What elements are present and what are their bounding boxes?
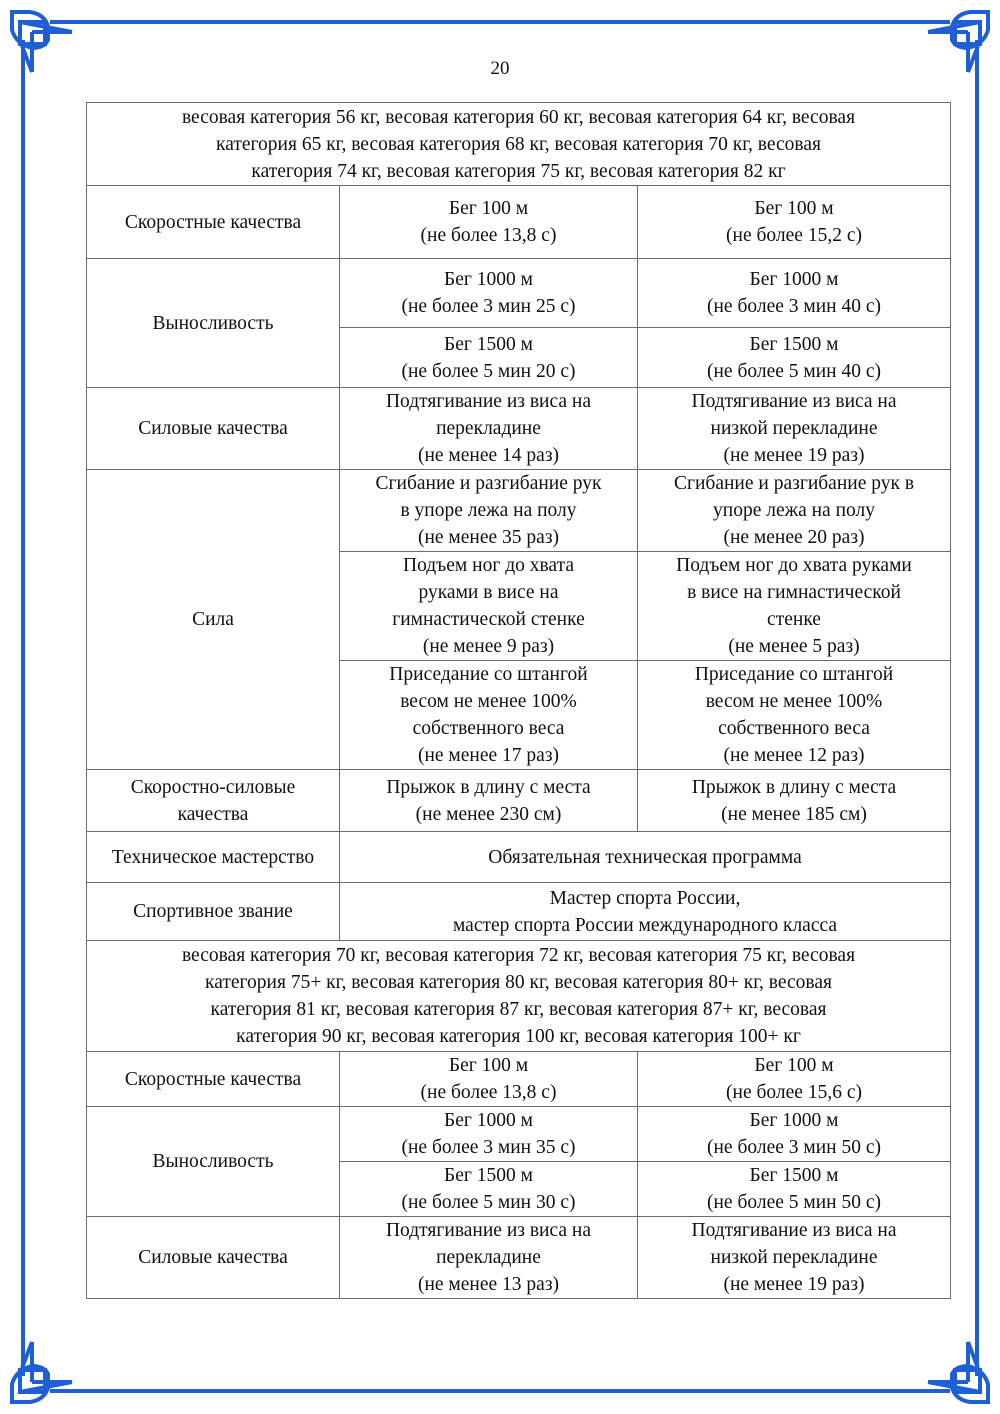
norm-women: Прыжок в длину с места (не менее 185 см)	[638, 770, 951, 832]
norm-women: Бег 1500 м (не более 5 мин 40 с)	[638, 328, 951, 388]
quality-label: Техническое мастерство	[87, 832, 340, 883]
norm-men: Сгибание и разгибание рук в упоре лежа на полу (не менее 35 раз)	[340, 470, 638, 552]
norm-men: Бег 100 м (не более 13,8 с)	[340, 1052, 638, 1107]
quality-label: Спортивное звание	[87, 883, 340, 941]
norm-women: Подтягивание из виса на низкой перекладине (не менее 19 раз)	[638, 388, 951, 470]
weight-categories: весовая категория 56 кг, весовая категория 60 кг, весовая категория 64 кг, весовая категория 65 кг, весовая категория 68 кг, весовая категория 70 кг, весовая категория 74 кг, весовая категория 75 кг, весовая категория 82 кг	[87, 103, 951, 186]
norm-women: Подъем ног до хвата руками в висе на гимнастической стенке (не менее 5 раз)	[638, 552, 951, 661]
standards-table	[86, 102, 951, 1299]
norm-women: Подтягивание из виса на низкой перекладине (не менее 19 раз)	[638, 1217, 951, 1299]
sport-title-requirement: Мастер спорта России, мастер спорта России международного класса	[340, 883, 951, 941]
table-row	[87, 470, 951, 552]
norm-men: Бег 100 м (не более 13,8 с)	[340, 186, 638, 259]
table-row	[87, 186, 951, 259]
weight-categories-row	[87, 941, 951, 1052]
norm-men: Подтягивание из виса на перекладине (не менее 14 раз)	[340, 388, 638, 470]
quality-label: Сила	[87, 470, 340, 770]
technique-requirement: Обязательная техническая программа	[340, 832, 951, 883]
quality-label: Силовые качества	[87, 1217, 340, 1299]
table-row	[87, 1052, 951, 1107]
table-row	[87, 388, 951, 470]
quality-label: Выносливость	[87, 259, 340, 388]
table-row	[87, 883, 951, 941]
quality-label: Силовые качества	[87, 388, 340, 470]
norm-men: Прыжок в длину с места (не менее 230 см)	[340, 770, 638, 832]
table-row	[87, 259, 951, 328]
quality-label: Выносливость	[87, 1107, 340, 1217]
norm-women: Бег 1000 м (не более 3 мин 40 с)	[638, 259, 951, 328]
norm-men: Подтягивание из виса на перекладине (не менее 13 раз)	[340, 1217, 638, 1299]
quality-label: Скоростные качества	[87, 186, 340, 259]
norm-men: Приседание со штангой весом не менее 100% собственного веса (не менее 17 раз)	[340, 661, 638, 770]
quality-label: Скоростные качества	[87, 1052, 340, 1107]
weight-categories-row	[87, 103, 951, 186]
table-row	[87, 1107, 951, 1162]
norm-men: Бег 1000 м (не более 3 мин 35 с)	[340, 1107, 638, 1162]
corner-ornament-bottom-right	[928, 1342, 988, 1402]
norm-women: Бег 100 м (не более 15,6 с)	[638, 1052, 951, 1107]
table-row	[87, 832, 951, 883]
norm-men: Бег 1500 м (не более 5 мин 30 с)	[340, 1162, 638, 1217]
table-row	[87, 770, 951, 832]
corner-ornament-bottom-left	[12, 1342, 72, 1402]
norm-women: Бег 1500 м (не более 5 мин 50 с)	[638, 1162, 951, 1217]
norm-women: Сгибание и разгибание рук в упоре лежа на полу (не менее 20 раз)	[638, 470, 951, 552]
norm-men: Подъем ног до хвата руками в висе на гимнастической стенке (не менее 9 раз)	[340, 552, 638, 661]
table-row	[87, 1217, 951, 1299]
weight-categories: весовая категория 70 кг, весовая категория 72 кг, весовая категория 75 кг, весовая категория 75+ кг, весовая категория 80 кг, весовая категория 80+ кг, весовая категория 81 кг, весовая категория 87 кг, весовая категория 87+ кг, весовая категория 90 кг, весовая категория 100 кг, весовая категория 100+ кг	[87, 941, 951, 1052]
norm-men: Бег 1500 м (не более 5 мин 20 с)	[340, 328, 638, 388]
page-number: 20	[490, 58, 510, 79]
quality-label: Скоростно-силовые качества	[87, 770, 340, 832]
norm-women: Бег 1000 м (не более 3 мин 50 с)	[638, 1107, 951, 1162]
norm-men: Бег 1000 м (не более 3 мин 25 с)	[340, 259, 638, 328]
norm-women: Бег 100 м (не более 15,2 с)	[638, 186, 951, 259]
norm-women: Приседание со штангой весом не менее 100% собственного веса (не менее 12 раз)	[638, 661, 951, 770]
